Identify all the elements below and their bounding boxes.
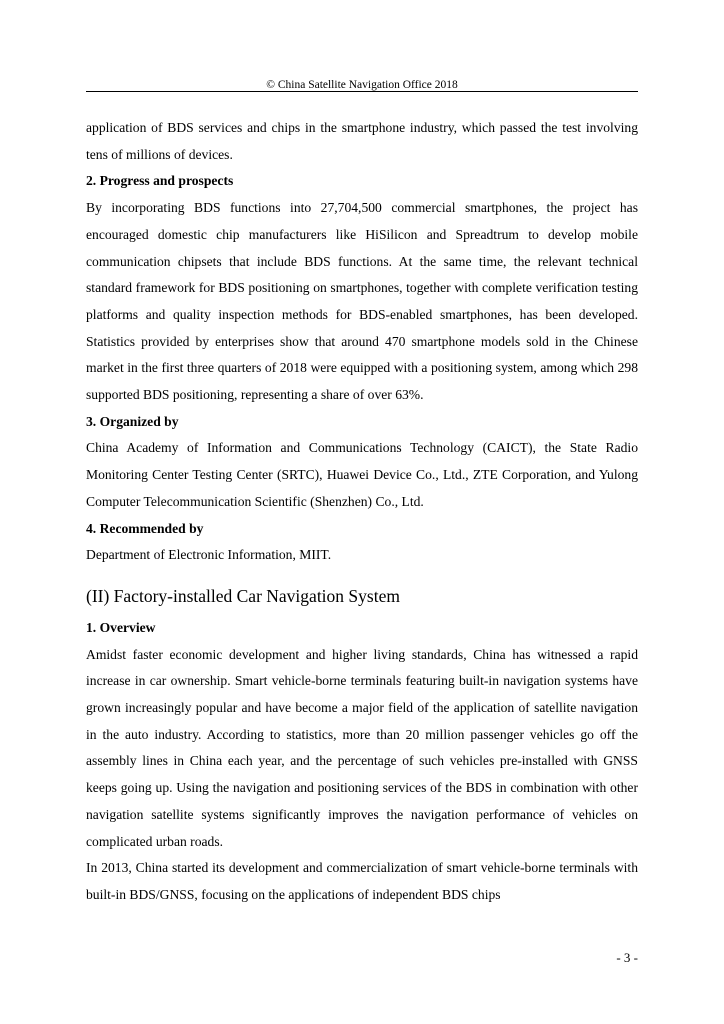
section-heading-overview: 1. Overview (86, 619, 156, 635)
overview-paragraph-2: In 2013, China started its development and commercialization of smart vehicle-borne terminals with built-in BDS/GNSS, focusing on the applications of independent BDS chips (86, 860, 638, 902)
overview-paragraph-1: Amidst faster economic development and higher living standards, China has witnessed a rapid increase in car ownership. Smart vehicle-borne terminals featuring built-in navigation systems have grown increasingly popular and have become a major field of the application of satellite navigation in the auto industry. According to statistics, more than 20 million passenger vehicles go off the assembly lines in China each year, and the percentage of such vehicles pre-installed with GNSS keeps going up. Using the navigation and positioning services of the BDS in combination with other navigation satellite systems significantly improves the navigation performance of vehicles on complicated urban roads. (86, 646, 638, 849)
page-number: - 3 - (616, 950, 638, 965)
document-body (86, 115, 638, 909)
progress-paragraph: By incorporating BDS functions into 27,704,500 commercial smartphones, the project has encouraged domestic chip manufacturers like HiSilicon and Spreadtrum to develop mobile communication chipsets that include BDS functions. At the same time, the relevant technical standard framework for BDS positioning on smartphones, together with complete verification testing platforms and quality inspection methods for BDS-enabled smartphones, has been developed. Statistics provided by enterprises show that around 470 smartphone models sold in the Chinese market in the first three quarters of 2018 were equipped with a positioning system, among which 298 supported BDS positioning, representing a share of over 63%. (86, 200, 638, 403)
section-title-car-navigation: (II) Factory-installed Car Navigation System (86, 585, 400, 606)
section-heading-recommended: 4. Recommended by (86, 520, 204, 536)
intro-paragraph: application of BDS services and chips in the smartphone industry, which passed the test involving tens of millions of devices. (86, 120, 638, 162)
header-rule (86, 91, 638, 92)
section-heading-organized: 3. Organized by (86, 413, 179, 429)
page-header: © China Satellite Navigation Office 2018 (266, 79, 458, 91)
section-heading-progress: 2. Progress and prospects (86, 173, 234, 189)
organized-paragraph: China Academy of Information and Communications Technology (CAICT), the State Radio Monitoring Center Testing Center (SRTC), Huawei Device Co., Ltd., ZTE Corporation, and Yulong Computer Telecommunication Scientific (Shenzhen) Co., Ltd. (86, 440, 638, 509)
recommended-paragraph: Department of Electronic Information, MIIT. (86, 547, 332, 563)
